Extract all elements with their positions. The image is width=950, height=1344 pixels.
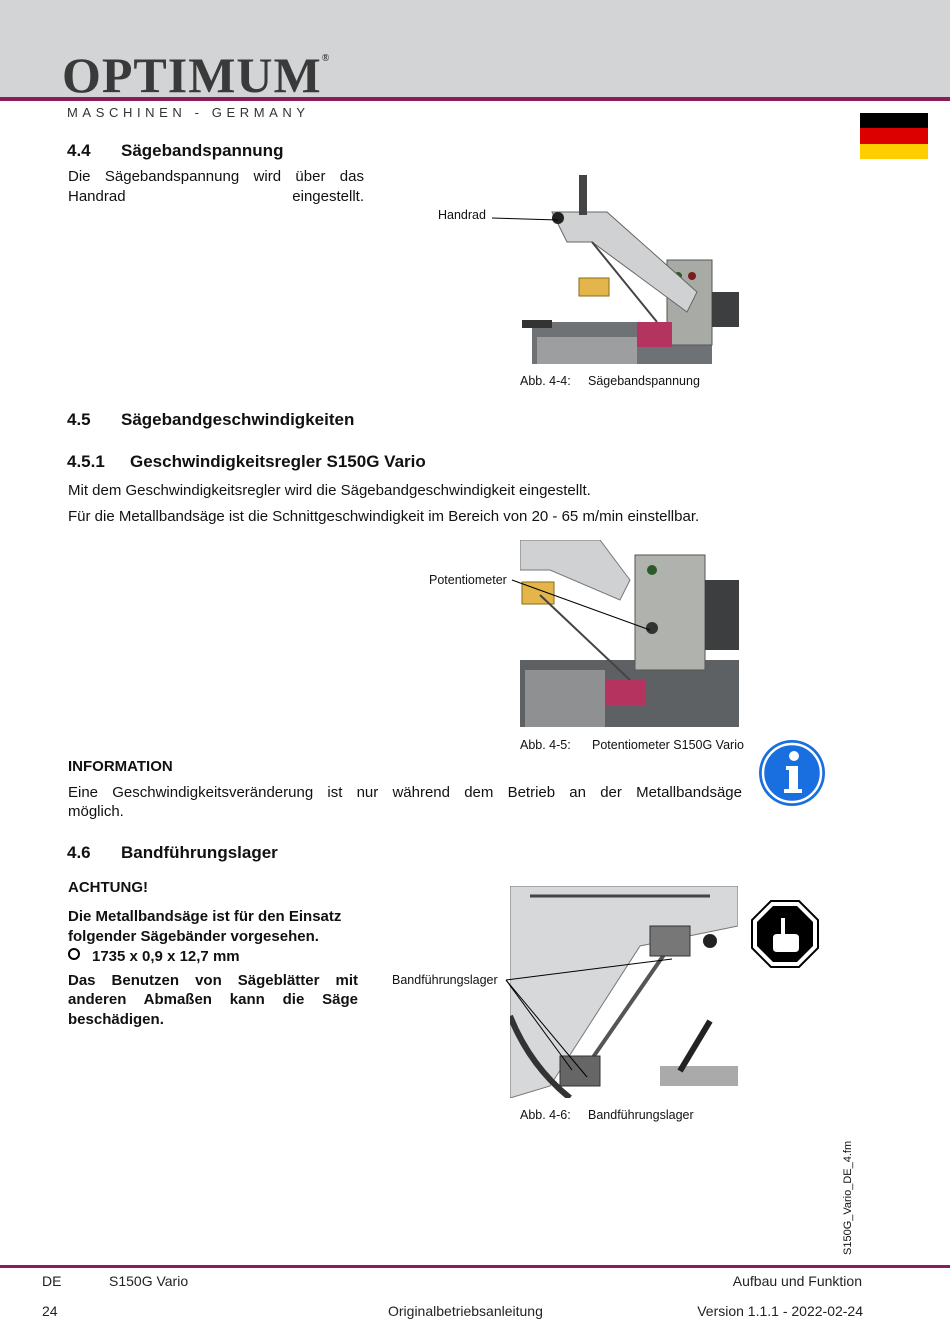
figure-caption-4-6: Abb. 4-6: Bandführungslager [520, 1108, 694, 1122]
callout-lines [502, 945, 682, 1085]
footer-version: Version 1.1.1 - 2022-02-24 [697, 1303, 863, 1319]
bullet-icon [68, 948, 80, 960]
footer-language: DE [42, 1273, 62, 1289]
figure-saw-band-tension [497, 172, 739, 364]
stop-hand-icon [751, 900, 819, 968]
callout-line [510, 578, 660, 638]
info-heading: INFORMATION [68, 758, 173, 775]
figure-caption-4-5: Abb. 4-5: Potentiometer S150G Vario [520, 738, 744, 752]
german-flag-icon [860, 113, 928, 159]
info-text-line1: Eine Geschwindigkeitsveränderung ist nur während dem Betrieb an der Metallbandsäge [68, 784, 742, 801]
callout-bandfuehrungslager: Bandführungslager [392, 973, 498, 987]
footer-page-number: 24 [42, 1303, 58, 1319]
warning-heading: ACHTUNG! [68, 879, 148, 896]
section-title: Sägebandspannung [121, 141, 284, 160]
optimum-logo: OPTIMUM® [62, 47, 331, 103]
callout-handrad: Handrad [438, 208, 486, 222]
section-heading-4-4 [67, 141, 284, 161]
section-heading-4-5: 4.5 Sägebandgeschwindigkeiten [67, 410, 355, 429]
section-heading-4-5-1: 4.5.1 Geschwindigkeitsregler S150G Vario [67, 452, 426, 471]
warning-text2-line3: beschädigen. [68, 1011, 164, 1028]
callout-potentiometer: Potentiometer [429, 573, 507, 587]
info-icon [758, 739, 826, 807]
footer-document-type: Originalbetriebsanleitung [388, 1303, 543, 1319]
logo-subtitle: MASCHINEN - GERMANY [67, 105, 310, 120]
warning-text2-line2: anderen Abmaßen kann die Säge [68, 991, 358, 1008]
callout-line [490, 214, 560, 224]
footer-model: S150G Vario [109, 1273, 189, 1289]
section-number: 4.4 [67, 141, 91, 160]
section-text-4-4: Die Sägebandspannung wird über das Handrad eingestellt. [68, 168, 364, 205]
paragraph-speed-1: Mit dem Geschwindigkeitsregler wird die Sägebandgeschwindigkeit eingestellt. [68, 482, 591, 499]
figure-caption-4-4: Abb. 4-4: Sägebandspannung [520, 374, 700, 388]
warning-text2-line1: Das Benutzen von Sägeblätter mit [68, 972, 358, 989]
warning-text-line1: Die Metallbandsäge ist für den Einsatz [68, 908, 342, 925]
file-name-vertical: S150G_Vario_DE_4.fm [842, 1140, 854, 1255]
footer-chapter: Aufbau und Funktion [732, 1273, 862, 1289]
bullet-item: 1735 x 0,9 x 12,7 mm [68, 947, 240, 967]
info-text-line2: möglich. [68, 803, 124, 820]
paragraph-speed-2: Für die Metallbandsäge ist die Schnittgeschwindigkeit im Bereich von 20 - 65 m/min einstellbar. [68, 508, 700, 525]
footer-divider [0, 1265, 950, 1268]
section-heading-4-6: 4.6 Bandführungslager [67, 843, 278, 862]
warning-text-line2: folgender Sägebänder vorgesehen. [68, 928, 319, 945]
